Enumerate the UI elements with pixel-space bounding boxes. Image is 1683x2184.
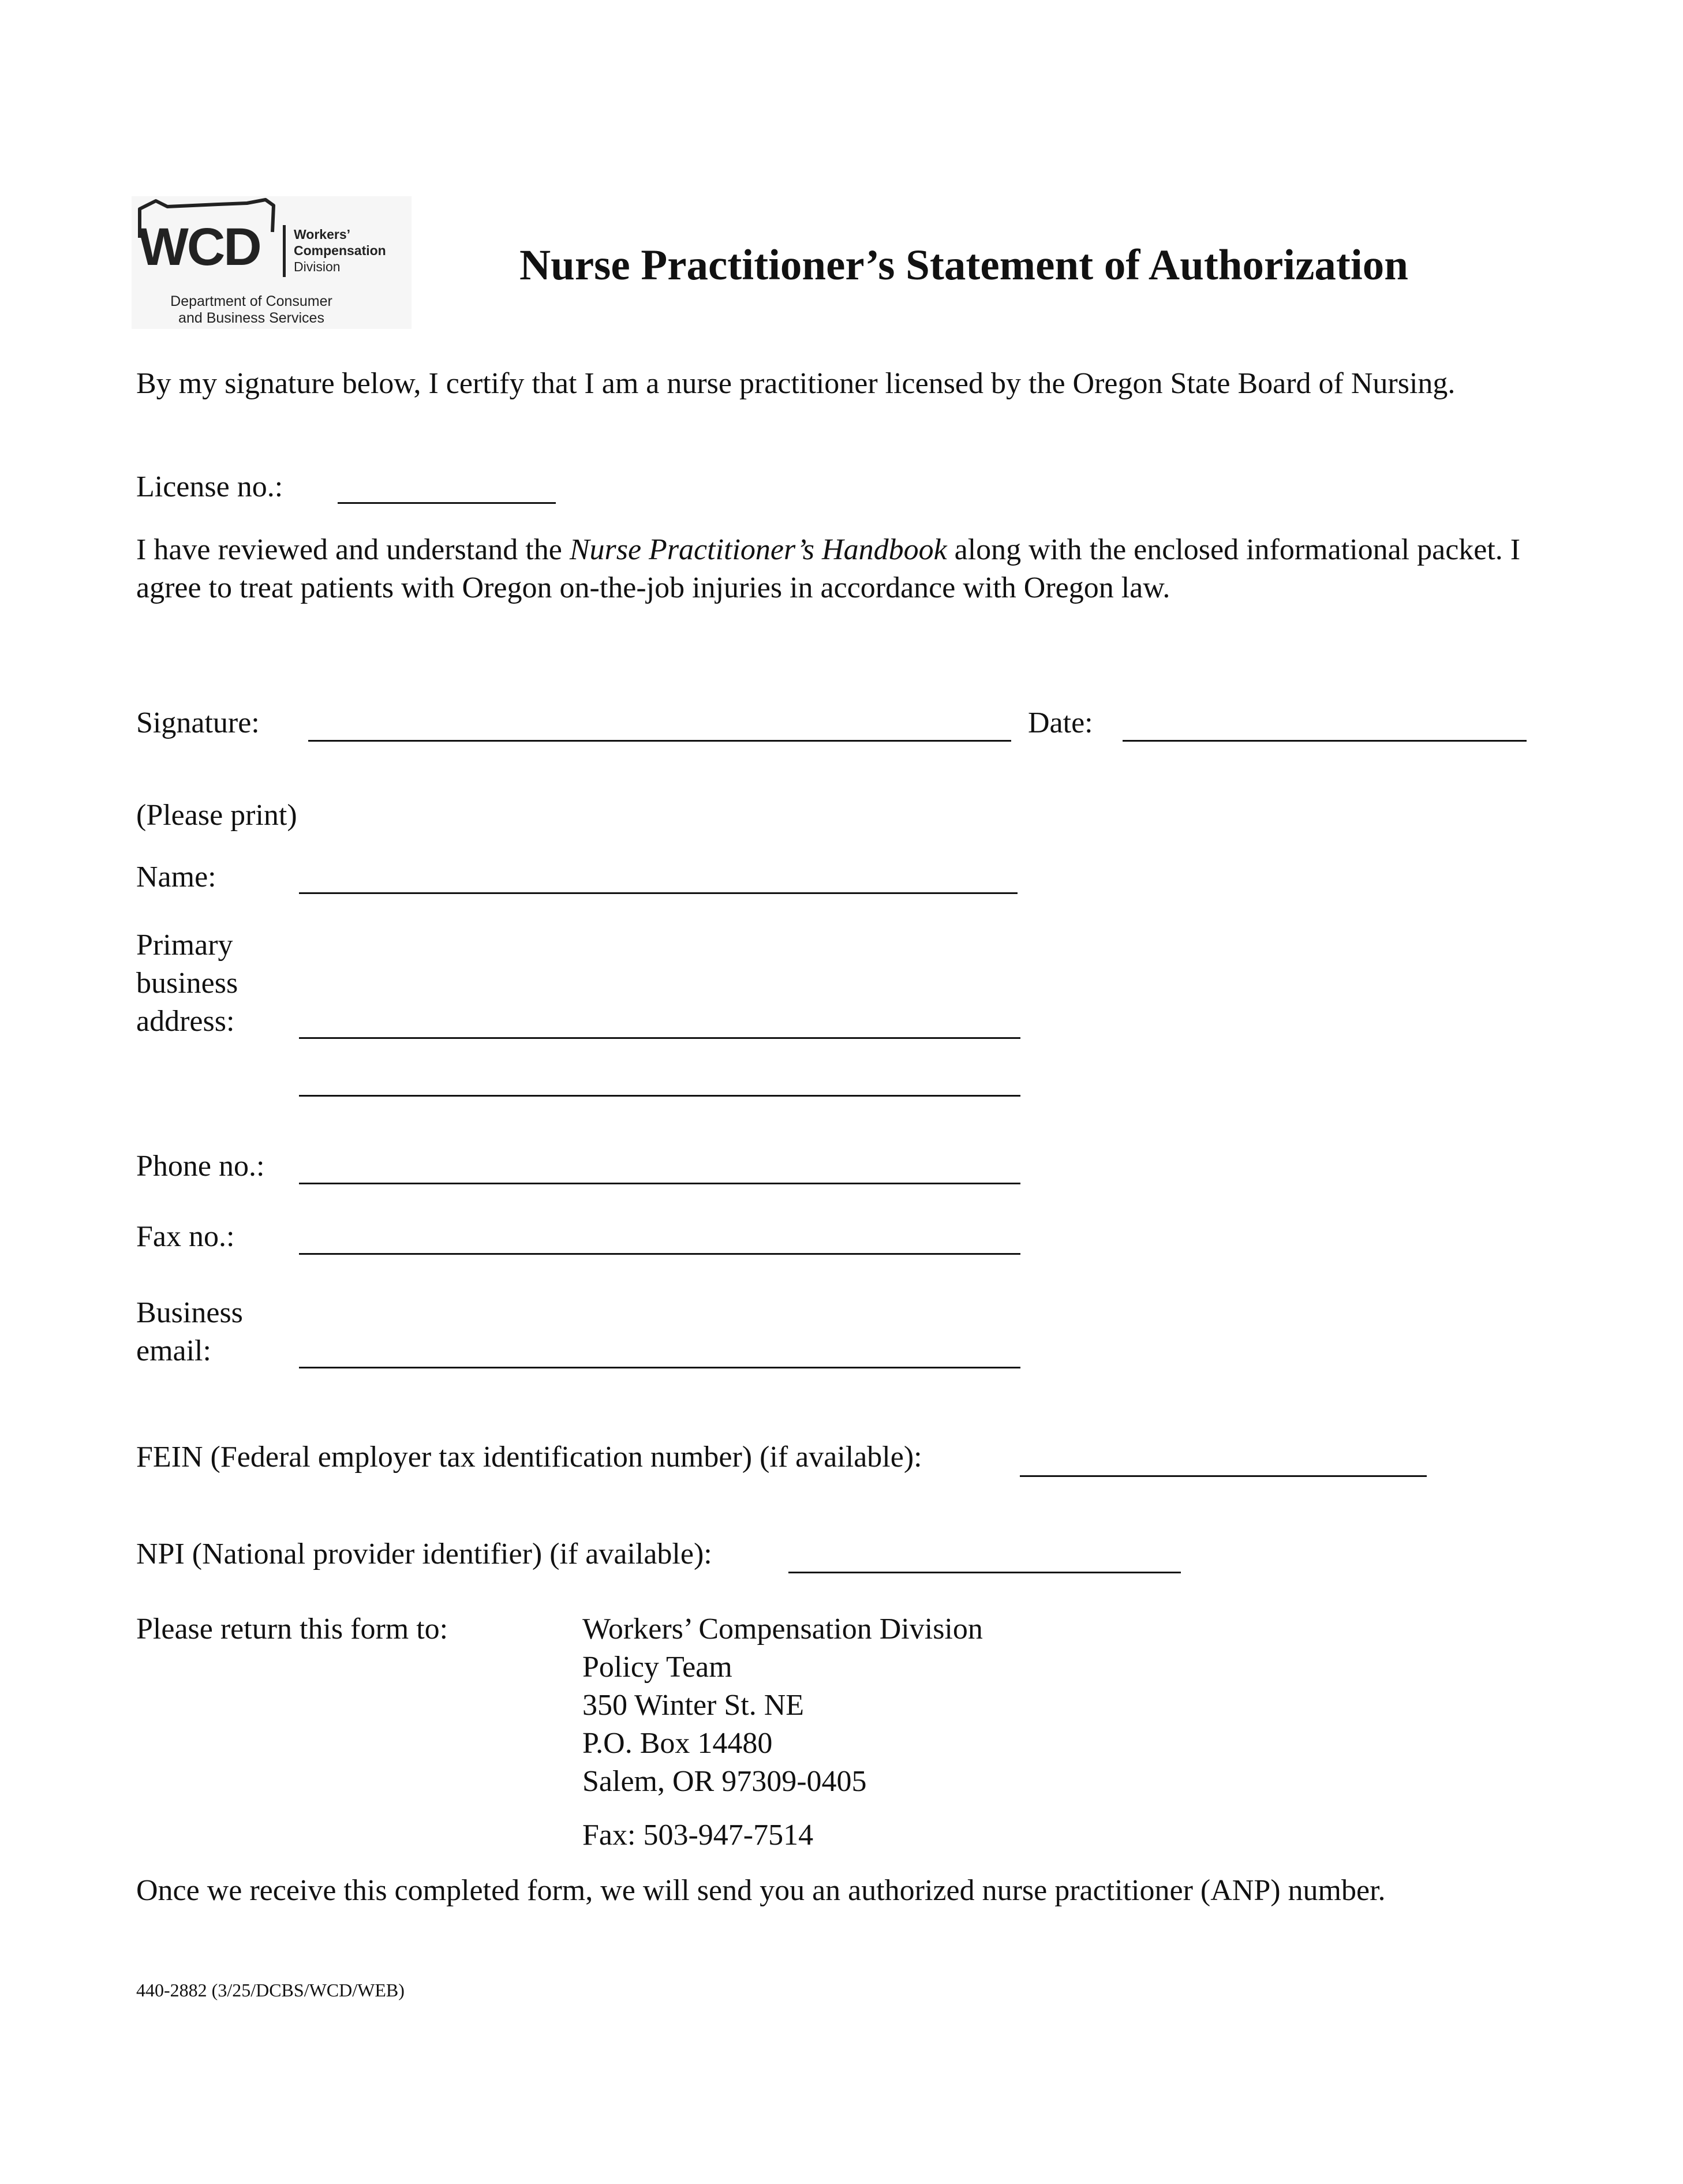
fax-input-line[interactable] <box>299 1253 1020 1255</box>
phone-label: Phone no.: <box>136 1150 265 1183</box>
logo-department: Department of Consumer and Business Services <box>170 293 332 326</box>
signature-input-line[interactable] <box>308 740 1011 742</box>
closing-statement: Once we receive this completed form, we will send you an authorized nurse practitioner (ANP) number. <box>136 1874 1386 1907</box>
address-input-line-2[interactable] <box>299 1095 1020 1097</box>
logo-division-name: Workers’ Compensation Division <box>294 227 386 274</box>
return-label: Please return this form to: <box>136 1613 448 1646</box>
address-label: Primary business address: <box>136 929 238 1038</box>
return-fax: Fax: 503-947-7514 <box>582 1819 814 1852</box>
fax-label: Fax no.: <box>136 1220 235 1253</box>
page-title: Nurse Practitioner’s Statement of Authorization <box>519 241 1408 289</box>
email-input-line[interactable] <box>299 1367 1020 1368</box>
please-print-note: (Please print) <box>136 799 297 832</box>
date-input-line[interactable] <box>1123 740 1527 742</box>
logo-divider <box>283 225 286 277</box>
name-label: Name: <box>136 861 216 893</box>
license-input-line[interactable] <box>338 502 556 504</box>
license-label: License no.: <box>136 470 283 503</box>
form-number: 440-2882 (3/25/DCBS/WCD/WEB) <box>136 1980 405 2000</box>
fein-input-line[interactable] <box>1020 1475 1427 1477</box>
intro-statement: By my signature below, I certify that I am a nurse practitioner licensed by the Oregon State Board of Nursing. <box>136 367 1456 400</box>
logo-wordmark: WCD <box>139 218 260 276</box>
date-label: Date: <box>1028 706 1093 739</box>
fein-label: FEIN (Federal employer tax identification number) (if available): <box>136 1441 922 1474</box>
phone-input-line[interactable] <box>299 1183 1020 1184</box>
address-input-line-1[interactable] <box>299 1037 1020 1039</box>
handbook-title: Nurse Practitioner’s Handbook <box>569 533 947 566</box>
review-statement: I have reviewed and understand the Nurse Practitioner’s Handbook along with the enclosed informational packet. I agree to treat patients with Oregon on-the-job injuries in accordance with Oregon law. <box>136 533 1521 604</box>
wcd-logo <box>132 196 412 329</box>
signature-label: Signature: <box>136 706 260 739</box>
email-label: Business email: <box>136 1296 243 1367</box>
name-input-line[interactable] <box>299 892 1018 894</box>
return-address: Workers’ Compensation Division Policy Team 350 Winter St. NE P.O. Box 14480 Salem, OR 97309-0405 <box>582 1613 983 1798</box>
npi-label: NPI (National provider identifier) (if available): <box>136 1538 712 1570</box>
npi-input-line[interactable] <box>788 1572 1181 1573</box>
